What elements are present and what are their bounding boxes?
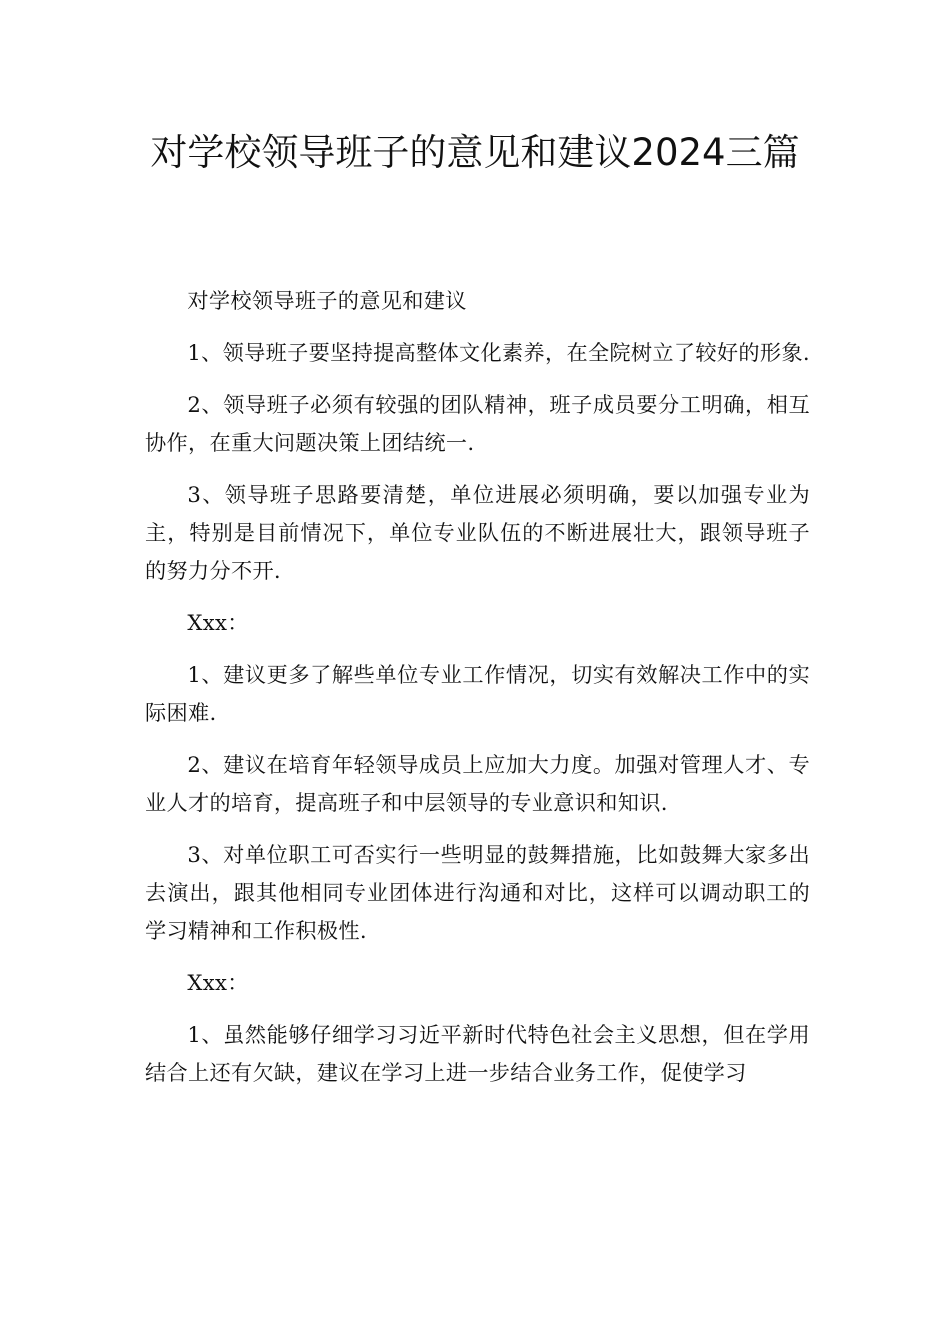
paragraph: 1、建议更多了解些单位专业工作情况，切实有效解决工作中的实际困难. [145, 662, 810, 725]
paragraph: 1、虽然能够仔细学习习近平新时代特色社会主义思想，但在学用结合上还有欠缺，建议在学习上进一步结合业务工作，促使学习 [145, 1022, 810, 1085]
paragraph: 3、对单位职工可否实行一些明显的鼓舞措施，比如鼓舞大家多出去演出，跟其他相同专业团体进行沟通和对比，这样可以调动职工的学习精神和工作积极性. [145, 842, 810, 943]
paragraph: 3、领导班子思路要清楚，单位进展必须明确，要以加强专业为主，特别是目前情况下，单位专业队伍的不断进展壮大，跟领导班子的努力分不开. [145, 482, 810, 583]
section-heading: 对学校领导班子的意见和建议 [187, 288, 467, 313]
document-body [145, 282, 810, 1106]
paragraph: 2、建议在培育年轻领导成员上应加大力度。加强对管理人才、专业人才的培育，提高班子和中层领导的专业意识和知识. [145, 752, 810, 815]
paragraph: 2、领导班子必须有较强的团队精神，班子成员要分工明确，相互协作，在重大问题决策上团结统一. [145, 392, 810, 455]
document-title: 对学校领导班子的意见和建议2024三篇 [150, 131, 800, 174]
paragraph: 1、领导班子要坚持提高整体文化素养，在全院树立了较好的形象. [187, 340, 810, 365]
speaker-label: Xxx： [187, 610, 249, 635]
speaker-label: Xxx： [187, 970, 249, 995]
